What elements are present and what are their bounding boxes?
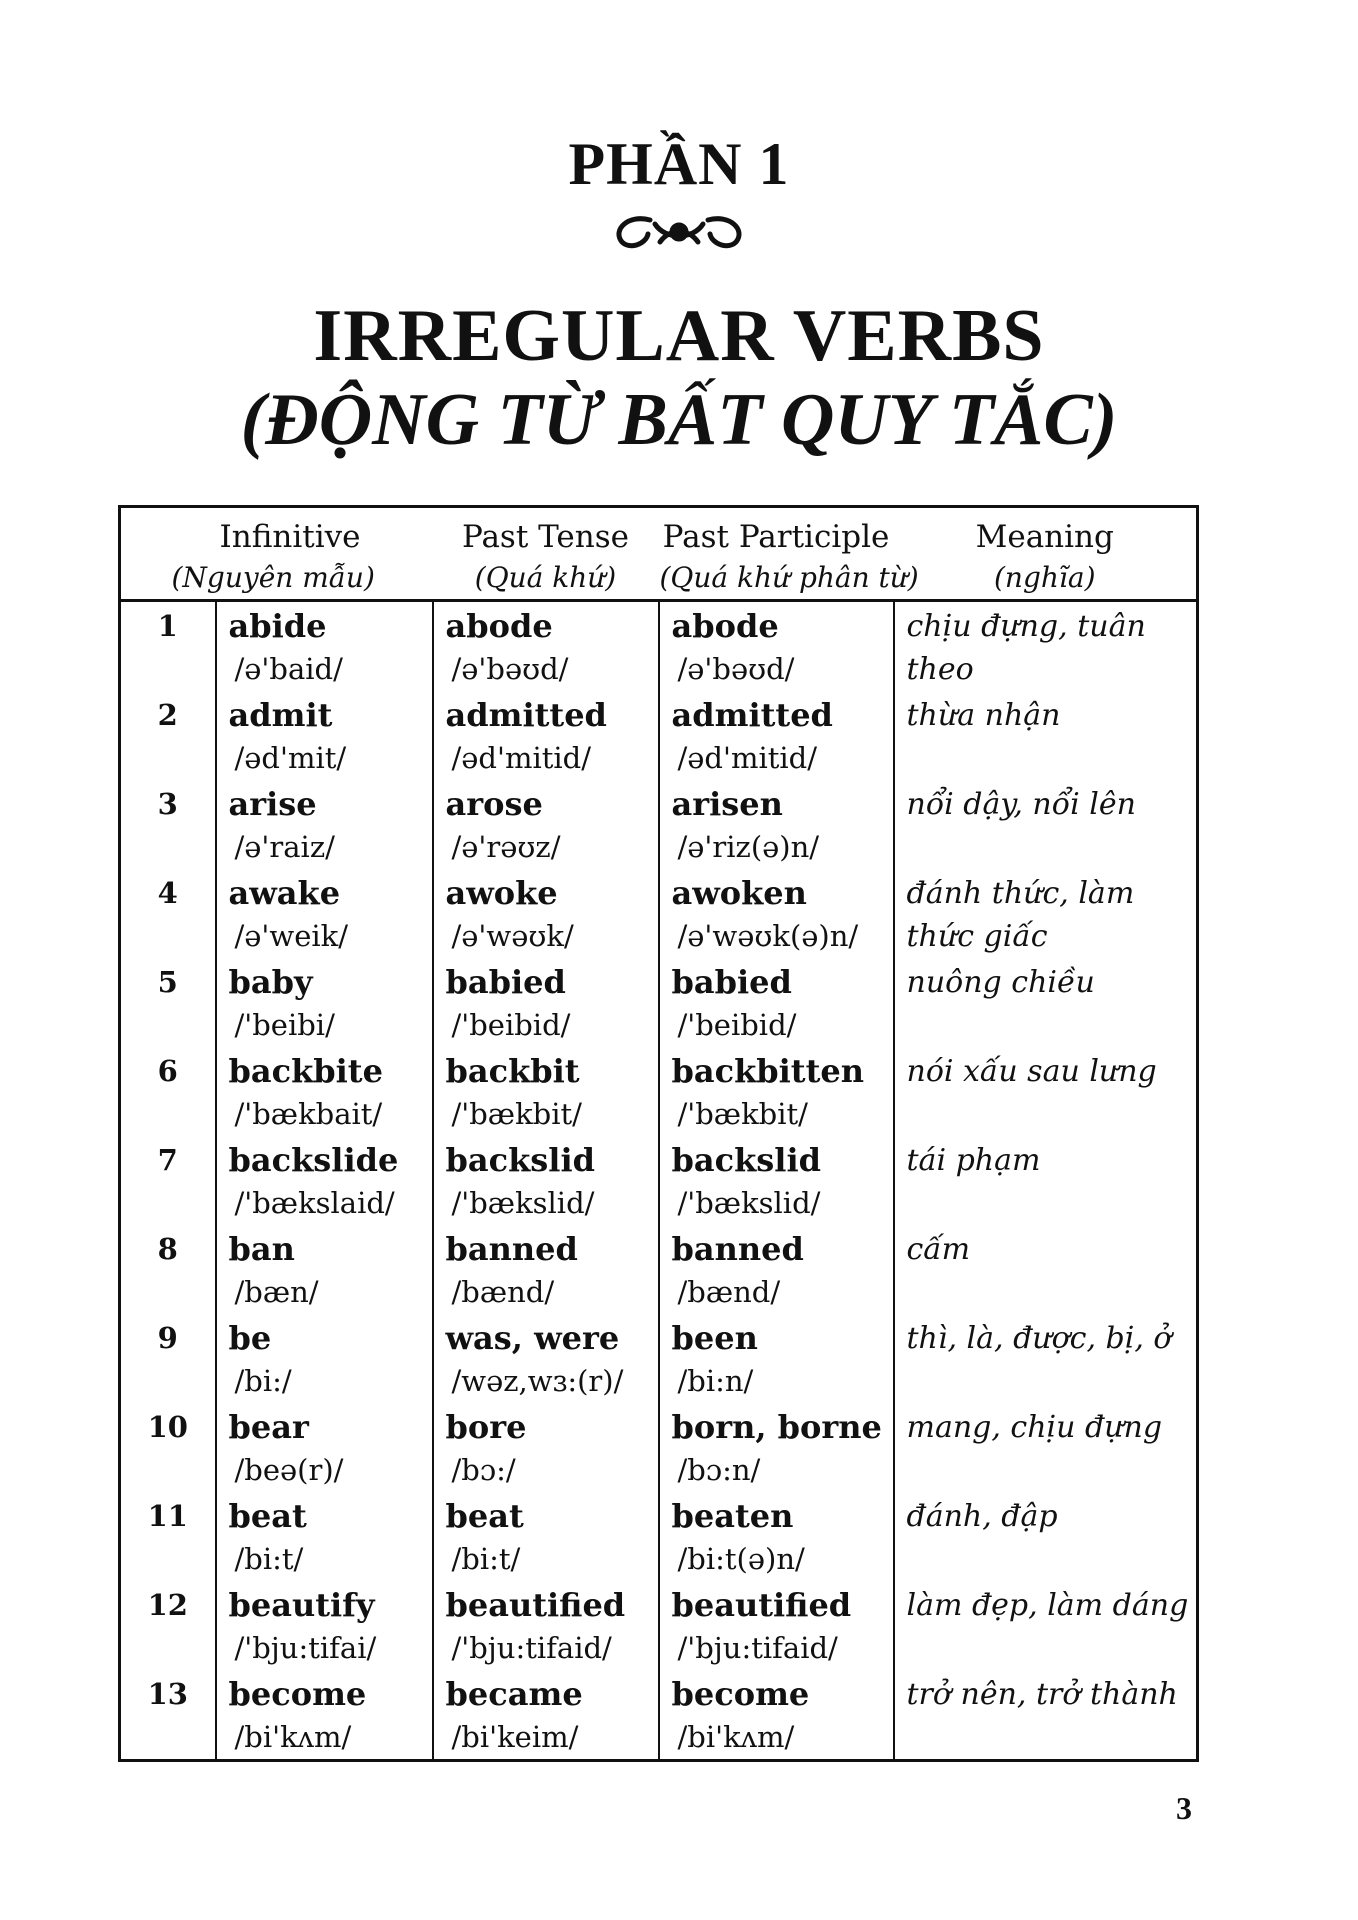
- meaning-cell: [894, 869, 1198, 958]
- header-infinitive: Infinitive (Nguyên mẫu): [216, 507, 433, 601]
- infinitive-word: abide: [228, 607, 327, 645]
- past-participle-ipa: /bɔ:n/: [677, 1453, 761, 1487]
- infinitive-word: backslide: [228, 1141, 399, 1179]
- part-title: PHẦN 1: [568, 131, 790, 197]
- infinitive-ipa: /ə'weik/: [234, 919, 349, 953]
- infinitive-ipa: /əd'mit/: [234, 741, 347, 775]
- row-number: 3: [157, 787, 178, 821]
- past-tense-ipa: /'bækbit/: [451, 1097, 582, 1131]
- past-tense-cell: [433, 1403, 659, 1492]
- header-past-participle: Past Participle (Quá khứ phân từ): [659, 507, 894, 601]
- infinitive-cell: [216, 1670, 433, 1761]
- infinitive-ipa: /bi:t/: [234, 1542, 304, 1576]
- past-tense-cell: [433, 691, 659, 780]
- meaning-cell: [894, 1225, 1198, 1314]
- infinitive-cell: [216, 691, 433, 780]
- infinitive-word: backbite: [228, 1052, 383, 1090]
- past-participle-word: beautified: [671, 1586, 852, 1624]
- infinitive-ipa: /'bækslaid/: [234, 1186, 395, 1220]
- sub-title: (ĐỘNG TỪ BẤT QUY TẮC): [240, 379, 1118, 461]
- meaning-text: nuông chiều: [906, 965, 1095, 1000]
- header-past-tense: Past Tense (Quá khứ): [433, 507, 659, 601]
- past-participle-cell: [659, 1581, 894, 1670]
- meaning-text: làm đẹp, làm dáng: [906, 1588, 1189, 1623]
- past-participle-cell: [659, 1492, 894, 1581]
- past-participle-word: been: [671, 1319, 758, 1357]
- infinitive-word: admit: [228, 696, 333, 734]
- table-row: [120, 1314, 1198, 1403]
- past-tense-cell: [433, 1136, 659, 1225]
- past-tense-cell: [433, 601, 659, 692]
- table-row: [120, 958, 1198, 1047]
- infinitive-cell: [216, 869, 433, 958]
- past-participle-ipa: /bænd/: [677, 1275, 781, 1309]
- table-header-row: [120, 507, 1198, 601]
- past-participle-word: abode: [671, 607, 779, 645]
- row-number: 4: [157, 876, 178, 910]
- row-number: 2: [157, 698, 178, 732]
- table-row: [120, 869, 1198, 958]
- past-tense-ipa: /ə'rəʊz/: [451, 830, 561, 864]
- infinitive-word: beat: [228, 1497, 307, 1535]
- infinitive-cell: [216, 601, 433, 692]
- meaning-cell: [894, 1670, 1198, 1761]
- past-participle-ipa: /'bækbit/: [677, 1097, 808, 1131]
- infinitive-word: be: [228, 1319, 272, 1357]
- infinitive-word: ban: [228, 1230, 295, 1268]
- past-participle-word: become: [671, 1675, 810, 1713]
- row-number: 10: [147, 1410, 188, 1444]
- past-participle-cell: [659, 1314, 894, 1403]
- past-participle-ipa: /əd'mitid/: [677, 741, 818, 775]
- row-number: 6: [157, 1054, 178, 1088]
- past-tense-cell: [433, 1314, 659, 1403]
- past-tense-ipa: /'beibid/: [451, 1008, 571, 1042]
- meaning-text: đánh thức, làm thức giấc: [906, 876, 1135, 954]
- past-tense-word: arose: [445, 785, 543, 823]
- irregular-verbs-table: [118, 505, 1199, 1762]
- meaning-cell: [894, 780, 1198, 869]
- ornament-icon: [0, 212, 1358, 252]
- meaning-cell: [894, 1136, 1198, 1225]
- past-participle-ipa: /'beibid/: [677, 1008, 797, 1042]
- row-number: 12: [147, 1588, 188, 1622]
- table-row: [120, 1225, 1198, 1314]
- past-tense-ipa: /'bækslid/: [451, 1186, 595, 1220]
- past-tense-ipa: /bi:t/: [451, 1542, 521, 1576]
- past-tense-word: was, were: [445, 1319, 620, 1357]
- meaning-cell: [894, 691, 1198, 780]
- meaning-cell: [894, 601, 1198, 692]
- meaning-text: nổi dậy, nổi lên: [906, 787, 1136, 822]
- past-participle-ipa: /'bju:tifaid/: [677, 1631, 838, 1665]
- past-tense-ipa: /bi'keim/: [451, 1720, 579, 1754]
- infinitive-cell: [216, 780, 433, 869]
- past-participle-cell: [659, 780, 894, 869]
- meaning-cell: [894, 1047, 1198, 1136]
- past-participle-word: admitted: [671, 696, 833, 734]
- past-participle-cell: [659, 958, 894, 1047]
- past-tense-word: backslid: [445, 1141, 595, 1179]
- infinitive-word: become: [228, 1675, 367, 1713]
- meaning-text: cấm: [906, 1232, 971, 1267]
- past-tense-word: bore: [445, 1408, 527, 1446]
- past-participle-cell: [659, 601, 894, 692]
- past-participle-ipa: /bi:t(ə)n/: [677, 1542, 805, 1576]
- meaning-text: thì, là, được, bị, ở: [906, 1321, 1172, 1356]
- past-tense-cell: [433, 1225, 659, 1314]
- infinitive-ipa: /bi:/: [234, 1364, 292, 1398]
- past-tense-ipa: /bɔ:/: [451, 1453, 516, 1487]
- past-participle-cell: [659, 1225, 894, 1314]
- meaning-cell: [894, 1492, 1198, 1581]
- past-participle-ipa: /'bækslid/: [677, 1186, 821, 1220]
- table-row: [120, 1670, 1198, 1761]
- past-participle-ipa: /bi'kʌm/: [677, 1720, 795, 1754]
- past-participle-ipa: /bi:n/: [677, 1364, 754, 1398]
- infinitive-cell: [216, 1492, 433, 1581]
- past-tense-cell: [433, 1047, 659, 1136]
- meaning-text: nói xấu sau lưng: [906, 1054, 1157, 1089]
- infinitive-cell: [216, 1403, 433, 1492]
- row-number: 13: [147, 1677, 188, 1711]
- infinitive-cell: [216, 1581, 433, 1670]
- infinitive-word: beautify: [228, 1586, 375, 1624]
- infinitive-ipa: /ə'baid/: [234, 652, 343, 686]
- meaning-cell: [894, 1314, 1198, 1403]
- meaning-text: mang, chịu đựng: [906, 1410, 1163, 1445]
- infinitive-ipa: /'beibi/: [234, 1008, 335, 1042]
- past-tense-ipa: /ə'wəʊk/: [451, 919, 574, 953]
- past-tense-ipa: /bænd/: [451, 1275, 555, 1309]
- table-row: [120, 1047, 1198, 1136]
- meaning-text: thừa nhận: [906, 698, 1061, 733]
- row-number: 11: [147, 1499, 188, 1533]
- table-row: [120, 1581, 1198, 1670]
- infinitive-ipa: /bæn/: [234, 1275, 319, 1309]
- row-number: 5: [157, 965, 178, 999]
- main-title: IRREGULAR VERBS: [313, 295, 1045, 377]
- past-participle-cell: [659, 869, 894, 958]
- past-participle-word: awoken: [671, 874, 807, 912]
- past-tense-cell: [433, 869, 659, 958]
- infinitive-word: arise: [228, 785, 317, 823]
- past-participle-word: babied: [671, 963, 792, 1001]
- past-tense-word: beat: [445, 1497, 524, 1535]
- past-participle-cell: [659, 1670, 894, 1761]
- infinitive-ipa: /ə'raiz/: [234, 830, 335, 864]
- infinitive-ipa: /'bju:tifai/: [234, 1631, 377, 1665]
- past-tense-ipa: /'bju:tifaid/: [451, 1631, 612, 1665]
- row-number: 1: [157, 609, 178, 643]
- table-row: [120, 1492, 1198, 1581]
- infinitive-word: baby: [228, 963, 313, 1001]
- past-tense-cell: [433, 1492, 659, 1581]
- past-tense-word: abode: [445, 607, 553, 645]
- infinitive-cell: [216, 958, 433, 1047]
- infinitive-ipa: /beə(r)/: [234, 1453, 344, 1487]
- infinitive-cell: [216, 1136, 433, 1225]
- past-tense-ipa: /əd'mitid/: [451, 741, 592, 775]
- table-row: [120, 691, 1198, 780]
- past-participle-word: beaten: [671, 1497, 794, 1535]
- past-tense-word: backbit: [445, 1052, 580, 1090]
- meaning-text: trở nên, trở thành: [906, 1677, 1178, 1712]
- infinitive-ipa: /bi'kʌm/: [234, 1720, 352, 1754]
- past-tense-ipa: /wəz,wɜ:(r)/: [451, 1364, 624, 1398]
- past-participle-cell: [659, 691, 894, 780]
- past-tense-word: admitted: [445, 696, 607, 734]
- infinitive-ipa: /'bækbait/: [234, 1097, 383, 1131]
- past-tense-cell: [433, 780, 659, 869]
- past-participle-ipa: /ə'riz(ə)n/: [677, 830, 820, 864]
- past-tense-word: became: [445, 1675, 583, 1713]
- past-participle-word: arisen: [671, 785, 783, 823]
- past-tense-cell: [433, 1670, 659, 1761]
- page-number: 3: [1176, 1790, 1192, 1826]
- row-number: 7: [157, 1143, 178, 1177]
- meaning-cell: [894, 1403, 1198, 1492]
- row-number: 9: [157, 1321, 178, 1355]
- table-row: [120, 1403, 1198, 1492]
- meaning-text: chịu đựng, tuân theo: [906, 609, 1146, 687]
- past-tense-cell: [433, 1581, 659, 1670]
- row-number: 8: [157, 1232, 178, 1266]
- past-participle-word: banned: [671, 1230, 804, 1268]
- meaning-text: đánh, đập: [906, 1499, 1058, 1534]
- past-participle-cell: [659, 1403, 894, 1492]
- past-tense-word: beautified: [445, 1586, 626, 1624]
- infinitive-cell: [216, 1314, 433, 1403]
- table-row: [120, 780, 1198, 869]
- past-tense-cell: [433, 958, 659, 1047]
- past-participle-ipa: /ə'bəʊd/: [677, 652, 795, 686]
- past-tense-ipa: /ə'bəʊd/: [451, 652, 569, 686]
- past-tense-word: awoke: [445, 874, 558, 912]
- past-participle-word: backslid: [671, 1141, 821, 1179]
- past-tense-word: banned: [445, 1230, 578, 1268]
- past-participle-cell: [659, 1136, 894, 1225]
- header-meaning: Meaning (nghĩa): [894, 507, 1198, 601]
- past-participle-cell: [659, 1047, 894, 1136]
- past-participle-word: born, borne: [671, 1408, 882, 1446]
- infinitive-cell: [216, 1047, 433, 1136]
- table-row: [120, 1136, 1198, 1225]
- infinitive-word: bear: [228, 1408, 309, 1446]
- past-tense-word: babied: [445, 963, 566, 1001]
- meaning-text: tái phạm: [906, 1143, 1041, 1178]
- infinitive-cell: [216, 1225, 433, 1314]
- past-participle-ipa: /ə'wəʊk(ə)n/: [677, 919, 859, 953]
- table-row: [120, 601, 1198, 692]
- meaning-cell: [894, 958, 1198, 1047]
- meaning-cell: [894, 1581, 1198, 1670]
- infinitive-word: awake: [228, 874, 341, 912]
- past-participle-word: backbitten: [671, 1052, 864, 1090]
